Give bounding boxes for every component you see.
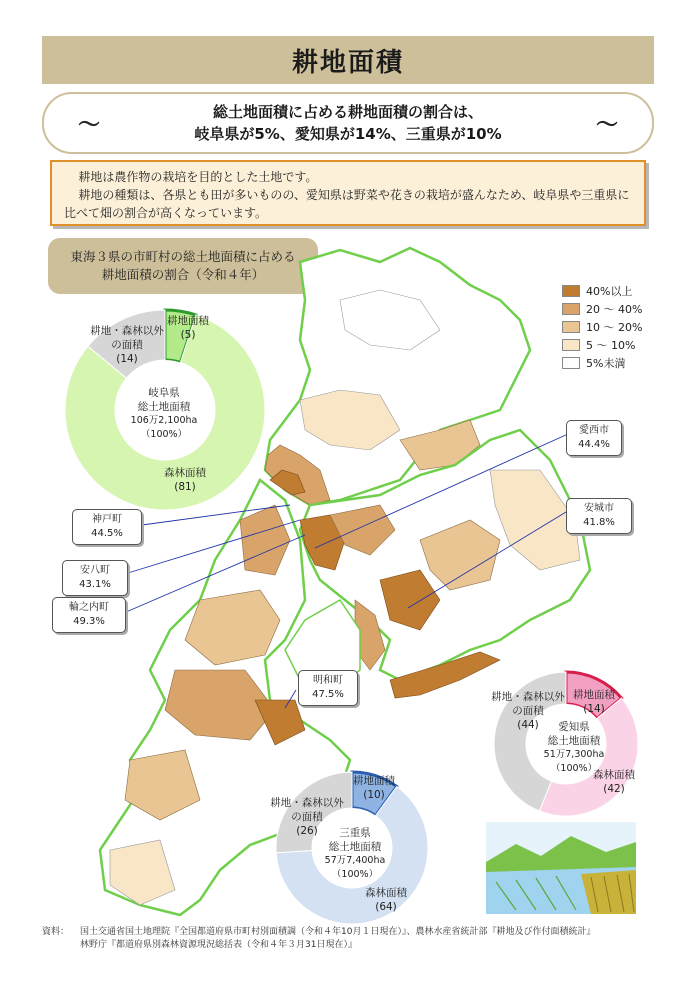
legend-row	[562, 282, 672, 300]
mie-farmland-value: (10)	[363, 789, 385, 801]
legend-swatch-1	[562, 285, 580, 297]
aichi-forest-value: (42)	[603, 783, 625, 795]
mie-forest-label	[356, 886, 416, 914]
gifu-other-value: (14)	[116, 353, 138, 365]
legend-swatch-5	[562, 357, 580, 369]
mie-forest-name: 森林面積	[365, 887, 407, 899]
aichi-other-line2: の面積	[512, 705, 544, 717]
legend-row	[562, 354, 672, 372]
callout-meiwa-name: 明和町	[313, 675, 343, 686]
aichi-other-label	[486, 690, 570, 732]
mie-farmland-name: 耕地面積	[353, 775, 395, 787]
source-line-2: 林野庁『都道府県別森林資源現況総括表（令和４年３月31日現在）』	[80, 940, 357, 950]
callout-anjo-pct: 41.8%	[583, 517, 615, 528]
mie-farmland-label	[346, 774, 402, 802]
legend-label-1: 40%以上	[586, 285, 633, 298]
rice-field-illustration	[486, 822, 636, 914]
callout-wanouchi	[52, 597, 126, 633]
aichi-center-pct: （100%）	[550, 763, 598, 774]
aichi-other-value: (44)	[517, 719, 539, 731]
callout-anjo	[566, 498, 632, 534]
gifu-center-title: 総土地面積	[137, 401, 191, 413]
aichi-farmland-label	[566, 688, 622, 716]
gifu-center-area: 106万2,100ha	[130, 415, 198, 426]
legend-row	[562, 300, 672, 318]
aichi-center-pref: 愛知県	[558, 721, 590, 733]
summary-line-2: 岐阜県が5%、愛知県が14%、三重県が10%	[194, 125, 502, 143]
legend-swatch-3	[562, 321, 580, 333]
map-caption-line-1: 東海３県の市町村の総土地面積に占める	[70, 249, 296, 264]
callout-wanouchi-pct: 49.3%	[73, 616, 105, 627]
callout-meiwa-pct: 47.5%	[312, 689, 344, 700]
callout-godo-pct: 44.5%	[91, 528, 123, 539]
legend-swatch-2	[562, 303, 580, 315]
gifu-forest-label	[150, 466, 220, 494]
aichi-other-line1: 耕地・森林以外	[491, 691, 565, 703]
description-line-1: 耕地は農作物の栽培を目的とした土地です。	[78, 170, 318, 184]
source-label: 資料：	[42, 927, 70, 937]
gifu-center-label	[118, 386, 210, 442]
callout-anpachi	[62, 560, 128, 596]
callout-anpachi-name: 安八町	[80, 565, 110, 576]
mie-forest-value: (64)	[375, 901, 397, 913]
callout-anpachi-pct: 43.1%	[79, 579, 111, 590]
legend-row	[562, 318, 672, 336]
mie-center-pct: （100%）	[331, 869, 379, 880]
legend-label-3: 10 ～ 20%	[586, 321, 643, 334]
callout-godo-name: 神戸町	[92, 514, 122, 525]
gifu-forest-value: (81)	[174, 481, 196, 493]
map-legend	[562, 282, 672, 372]
callout-aisai	[566, 420, 622, 456]
map-caption-line-2: 耕地面積の割合（令和４年）	[101, 267, 265, 282]
gifu-farmland-name: 耕地面積	[167, 315, 209, 327]
aichi-forest-name: 森林面積	[593, 769, 635, 781]
aichi-farmland-name: 耕地面積	[573, 689, 615, 701]
callout-anjo-name: 安城市	[584, 503, 614, 514]
source-footnote	[42, 926, 662, 952]
legend-label-4: 5 ～ 10%	[586, 339, 636, 352]
gifu-other-label	[80, 324, 174, 366]
mie-other-value: (26)	[296, 825, 318, 837]
summary-tilde-left: ～	[78, 112, 101, 138]
callout-meiwa	[298, 670, 358, 706]
mie-center-title: 総土地面積	[328, 841, 382, 853]
gifu-forest-name: 森林面積	[164, 467, 206, 479]
description-line-2: 耕地の種類は、各県とも田が多いものの、愛知県は野菜や花きの栽培が盛んなため、岐阜県や三重県に比べて畑の割合が高くなっています。	[64, 188, 630, 220]
mie-center-pref: 三重県	[339, 827, 371, 839]
aichi-center-title: 総土地面積	[547, 735, 601, 747]
legend-swatch-4	[562, 339, 580, 351]
mie-other-line2: の面積	[291, 811, 323, 823]
gifu-other-line1: 耕地・森林以外	[90, 325, 164, 337]
mie-other-line1: 耕地・森林以外	[270, 797, 344, 809]
legend-row	[562, 336, 672, 354]
callout-aisai-pct: 44.4%	[578, 439, 610, 450]
mie-center-area: 57万7,400ha	[324, 855, 386, 866]
callout-aisai-name: 愛西市	[579, 425, 609, 436]
aichi-farmland-value: (14)	[583, 703, 605, 715]
aichi-center-area: 51万7,300ha	[543, 749, 605, 760]
gifu-center-pref: 岐阜県	[148, 387, 180, 399]
page-title: 耕地面積	[42, 36, 654, 84]
gifu-other-line2: の面積	[111, 339, 143, 351]
callout-godo	[72, 509, 142, 545]
aichi-forest-label	[584, 768, 644, 796]
source-line-1: 国土交通省国土地理院『全国都道府県市町村別面積調（令和４年10月１日現在）』、農林水産省統計部『耕地及び作付面積統計』	[80, 927, 596, 937]
legend-label-2: 20 ～ 40%	[586, 303, 643, 316]
callout-wanouchi-name: 輪之内町	[69, 602, 109, 613]
gifu-farmland-value: (5)	[180, 329, 196, 341]
mie-other-label	[264, 796, 350, 838]
gifu-center-pct: （100%）	[140, 429, 188, 440]
legend-label-5: 5%未満	[586, 357, 626, 370]
summary-line-1: 総土地面積に占める耕地面積の割合は、	[212, 103, 483, 121]
summary-tilde-right: ～	[595, 112, 618, 138]
